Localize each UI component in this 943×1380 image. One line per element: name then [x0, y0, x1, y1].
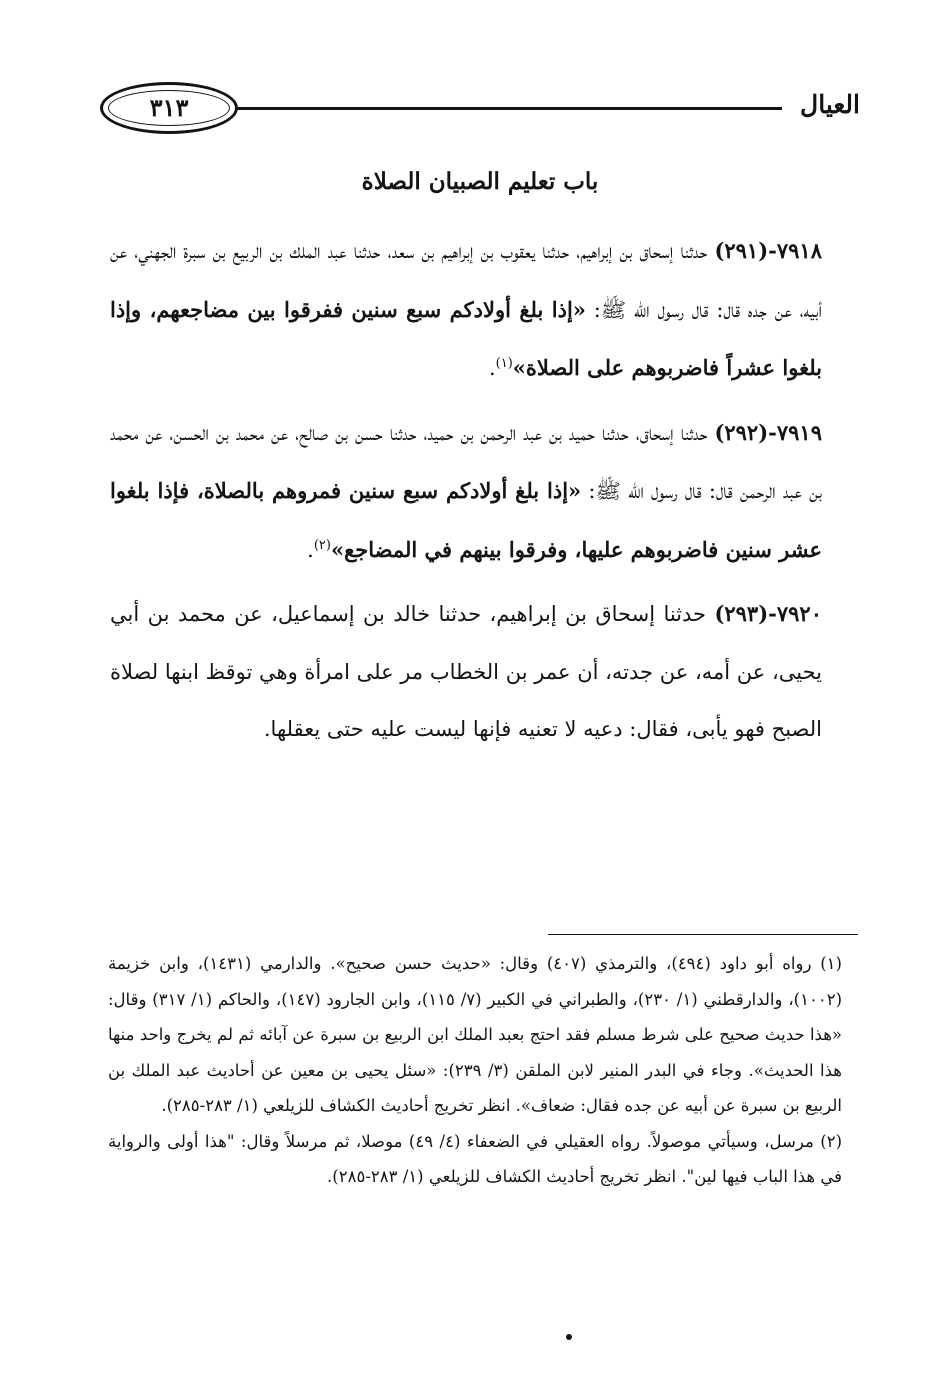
main-text: [110, 222, 822, 765]
footnotes: [108, 946, 842, 1195]
hadith-entry: [110, 585, 822, 759]
footnote-ref: (١): [495, 356, 513, 371]
header-rule: [236, 107, 782, 110]
running-title: العيال: [800, 90, 860, 119]
page-number: ٣١٣: [149, 93, 189, 122]
hadith-number: ٧٩٢٠-(٢٩٣): [714, 601, 822, 626]
isnad-text: حدثنا إسحاق بن إبراهيم، حدثنا خالد بن إسماعيل، عن محمد بن أبي يحيى، عن أمه، عن جدته، أن عمر بن الخطاب مر على امرأة وهي توقظ ابنها لصلاة الصبح فهو يأبى، فقال: دعيه لا تعنيه فإنها ليست عليه حتى يعقلها.: [110, 602, 822, 741]
running-header: [100, 82, 860, 138]
chapter-title: باب تعليم الصبيان الصلاة: [361, 168, 599, 195]
hadith-number: ٧٩١٨-(٢٩١): [714, 238, 822, 263]
hadith-number: ٧٩١٩-(٢٩٢): [714, 419, 822, 445]
hadith-matn: «إذا بلغ أولادكم سبع سنين فمروهم بالصلاة، فإذا بلغوا عشر سنين فاضربوهم عليها، وفرقوا بينهم في المضاجع»: [110, 478, 822, 562]
footnote-separator: [548, 934, 858, 935]
isnad-text: حدثنا إسحاق بن إبراهيم، حدثنا يعقوب بن إبراهيم بن سعد، حدثنا عبد الملك بن الربيع بن سبرة الجهني، عن أبيه، عن جده قال: قال رسول الله ﷺ:: [110, 239, 822, 322]
page-mark-dot: [566, 1334, 572, 1340]
isnad-text: حدثنا إسحاق، حدثنا حميد بن عبد الرحمن بن حميد، حدثنا حسن بن صالح، عن محمد بن الحسن، عن محمد بن عبد الرحمن قال: قال رسول الله ﷺ:: [110, 420, 822, 503]
footnote-2: (٢) مرسل، وسيأتي موصولاً. رواه العقيلي في الضعفاء (٤/ ٤٩) موصلا، ثم مرسلاً وقال: "هذا أولى والرواية في هذا الباب فيها لين". انظر تخريج أحاديث الكشاف للزيلعي (١/ ٢٨٣-٢٨٥).: [108, 1131, 842, 1186]
hadith-entry: [110, 404, 822, 580]
entry-end: .: [488, 356, 496, 380]
footnote-ref: (٢): [313, 537, 331, 553]
hadith-matn: «إذا بلغ أولادكم سبع سنين ففرقوا بين مضاجعهم، وإذا بلغوا عشراً فاضربوهم على الصلاة»: [110, 296, 822, 380]
footnote-1: (١) رواه أبو داود (٤٩٤)، والترمذي (٤٠٧) وقال: «حديث حسن صحيح». والدارمي (١٤٣١)، وابن خزيمة (١٠٠٢)، والدارقطني (١/ ٢٣٠)، والطبراني في الكبير (٧/ ١١٥)، وابن الجارود (١٤٧)، والحاكم (١/ ٣١٧) وقال: «هذا حديث صحيح على شرط مسلم فقد احتج بعبد الملك ابن الربيع بن سبرة عن آبائه ثم لم يخرج واحد منها هذا الحديث». وجاء في البدر المنير لابن الملقن (٣/ ٢٣٩): «سئل يحيى بن معين عن أحاديث عبد الملك بن الربيع بن سبرة عن أبيه عن جده فقال: ضعاف». انظر تخريج أحاديث الكشاف للزيلعي (١/ ٢٨٣-٢٨٥).: [108, 954, 843, 1115]
hadith-entry: [110, 222, 822, 398]
entry-end: .: [307, 537, 314, 562]
